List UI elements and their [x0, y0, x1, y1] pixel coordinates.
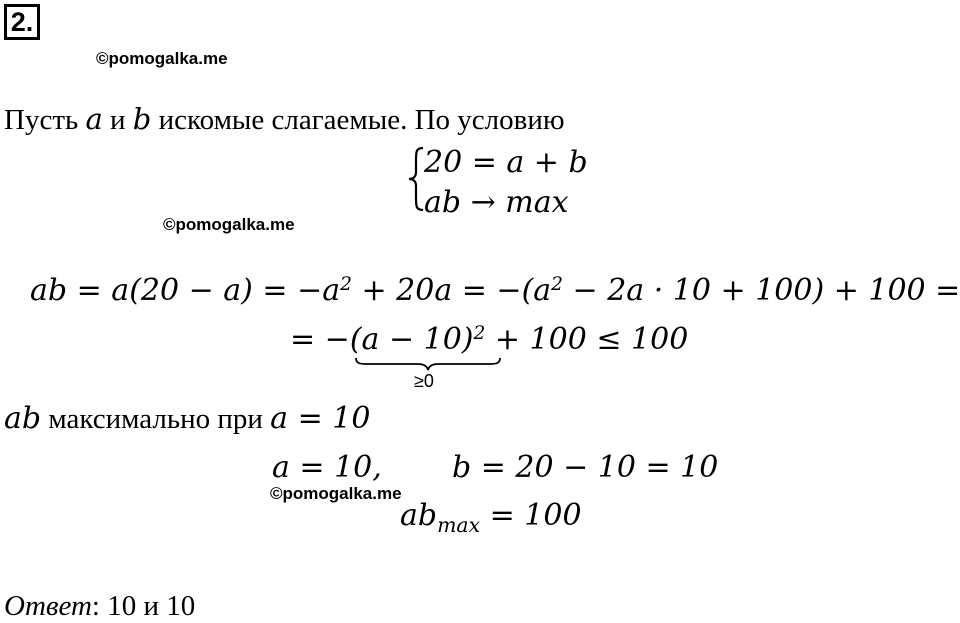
conclusion-condition: a = 10 — [270, 401, 371, 436]
system-line-2: ab → max — [424, 185, 569, 220]
system-brace — [406, 146, 426, 212]
watermark-3: ©pomogalka.me — [270, 484, 402, 503]
value-b: b = 20 − 10 = 10 — [452, 450, 719, 485]
system-line-1: 20 = a + b — [424, 145, 588, 180]
task-number: 2. — [4, 4, 40, 40]
ab-max-base: ab — [400, 498, 438, 533]
conclusion-var: ab — [4, 401, 42, 436]
underbrace-label: ≥0 — [414, 371, 434, 391]
conclusion-line — [4, 401, 370, 436]
answer-line — [4, 590, 195, 623]
derivation-part-b: + 20a = −(a — [351, 273, 552, 308]
value-a: a = 10, — [272, 450, 382, 485]
square-3: 2 — [473, 322, 486, 344]
underbraced-term — [350, 322, 486, 357]
derivation-line-1 — [30, 273, 960, 308]
underbrace — [354, 356, 502, 372]
intro-text-2: и — [102, 104, 133, 136]
intro-text-1: Пусть — [4, 104, 86, 136]
underbraced-text: (a − 10) — [349, 322, 474, 357]
ab-max-value: = 100 — [480, 498, 582, 533]
intro-var-b: b — [132, 102, 152, 136]
derivation-part-c: − 2a · 10 + 100) + 100 = — [563, 273, 960, 308]
answer-text: : 10 и 10 — [91, 590, 196, 622]
intro-line — [4, 102, 565, 137]
watermark-1: ©pomogalka.me — [96, 49, 228, 68]
derivation-line-2 — [290, 322, 688, 357]
intro-var-a: a — [85, 102, 103, 136]
conclusion-text: максимально при — [41, 403, 271, 435]
square-1: 2 — [340, 273, 352, 295]
ab-max-line — [400, 498, 582, 538]
derivation-part-a: = a(20 − a) = −a — [67, 273, 341, 308]
intro-text-3: искомые слагаемые. По условию — [151, 104, 565, 136]
square-2: 2 — [551, 273, 564, 295]
derivation-line2-end: + 100 ≤ 100 — [485, 322, 689, 357]
answer-label: Ответ — [4, 590, 92, 622]
watermark-2: ©pomogalka.me — [163, 215, 295, 234]
derivation-lhs: ab — [30, 273, 68, 308]
ab-max-subscript: max — [437, 513, 481, 538]
derivation-line2-start: = − — [290, 322, 350, 357]
